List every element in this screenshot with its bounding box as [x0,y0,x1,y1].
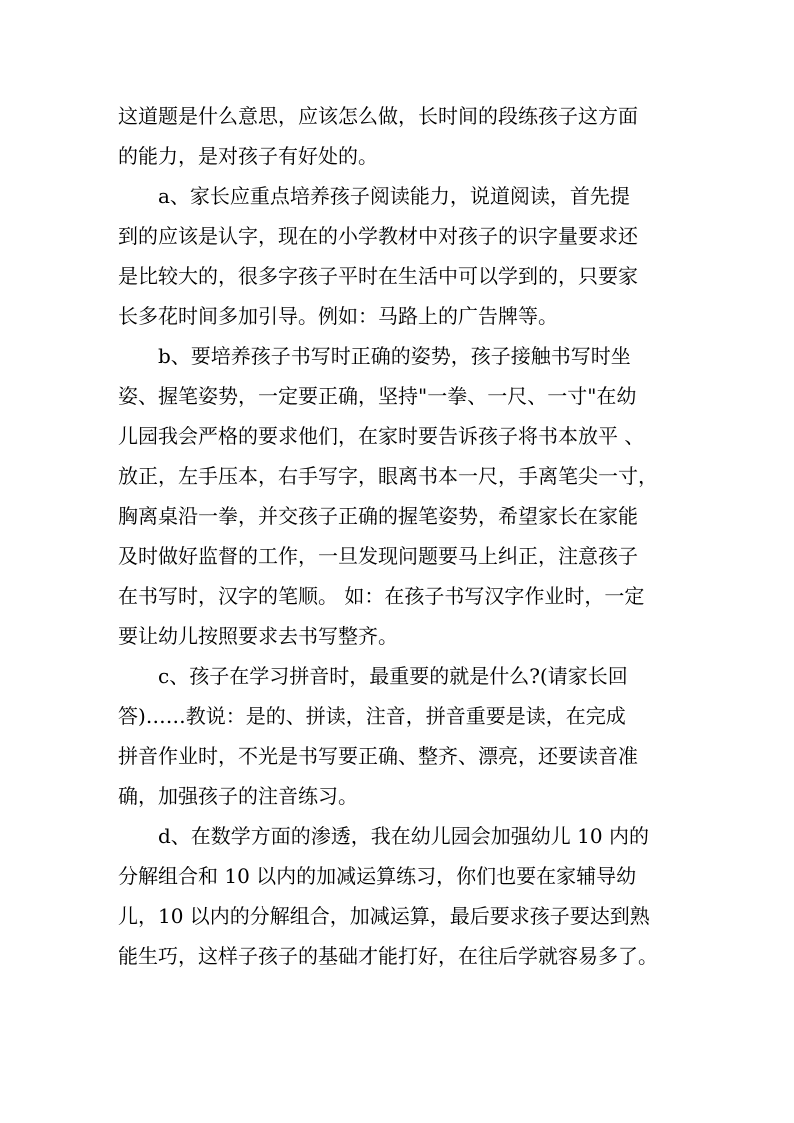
paragraph-a [118,176,678,336]
text-line: 及时做好监督的工作，一旦发现问题要马上纠正，注意孩子 [118,544,638,568]
text-line [118,176,678,216]
text-line: 在书写时，汉字的笔顺。 如：在孩子书写汉字作业时，一定 [118,584,645,608]
document-body [118,96,678,976]
text-line: 能生巧，这样子孩子的基础才能打好，在往后学就容易多了。 [118,944,658,968]
text-line: 拼音作业时，不光是书写要正确、整齐、漂亮，还要读音准 [118,744,638,768]
text-line: 确，加强孩子的注音练习。 [118,784,358,808]
text-line: 这道题是什么意思，应该怎么做，长时间的段练孩子这方面 [118,104,638,128]
text-line [118,336,678,376]
text-line: 儿，10 以内的分解组合，加减运算，最后要求孩子要达到熟 [118,904,650,928]
text-line: 的能力，是对孩子有好处的。 [118,144,378,168]
text-line: 胸离桌沿一拳，并交孩子正确的握笔姿势，希望家长在家能 [118,504,638,528]
text-line: 到的应该是认字，现在的小学教材中对孩子的识字量要求还 [118,224,638,248]
text-line: 儿园我会严格的要求他们，在家时要告诉孩子将书本放平 、 [118,424,645,448]
text-line-content: b、要培养孩子书写时正确的姿势，孩子接触书写时坐 [158,344,631,368]
paragraph-b [118,336,678,656]
text-line: 放正，左手压本，右手写字，眼离书本一尺，手离笔尖一寸， [118,464,658,488]
text-line-content: c、孩子在学习拼音时，最重要的就是什么?(请家长回 [158,664,628,688]
text-line: 分解组合和 10 以内的加减运算练习，你们也要在家辅导幼 [118,864,637,888]
text-line: 长多花时间多加引导。例如：马路上的广告牌等。 [118,304,558,328]
paragraph-intro [118,96,678,176]
text-line [118,656,678,696]
text-line-content: d、在数学方面的渗透，我在幼儿园会加强幼儿 10 内的 [158,824,649,848]
paragraph-d [118,816,678,976]
text-line [118,816,678,856]
text-line: 姿、握笔姿势，一定要正确，坚持"一拳、一尺、一寸"在幼 [118,384,637,408]
text-line: 要让幼儿按照要求去书写整齐。 [118,624,398,648]
paragraph-c [118,656,678,816]
text-line: 是比较大的，很多字孩子平时在生活中可以学到的，只要家 [118,264,638,288]
text-line-content: a、家长应重点培养孩子阅读能力，说道阅读，首先提 [158,184,630,208]
text-line: 答)……教说：是的、拼读，注音，拼音重要是读，在完成 [118,704,626,728]
